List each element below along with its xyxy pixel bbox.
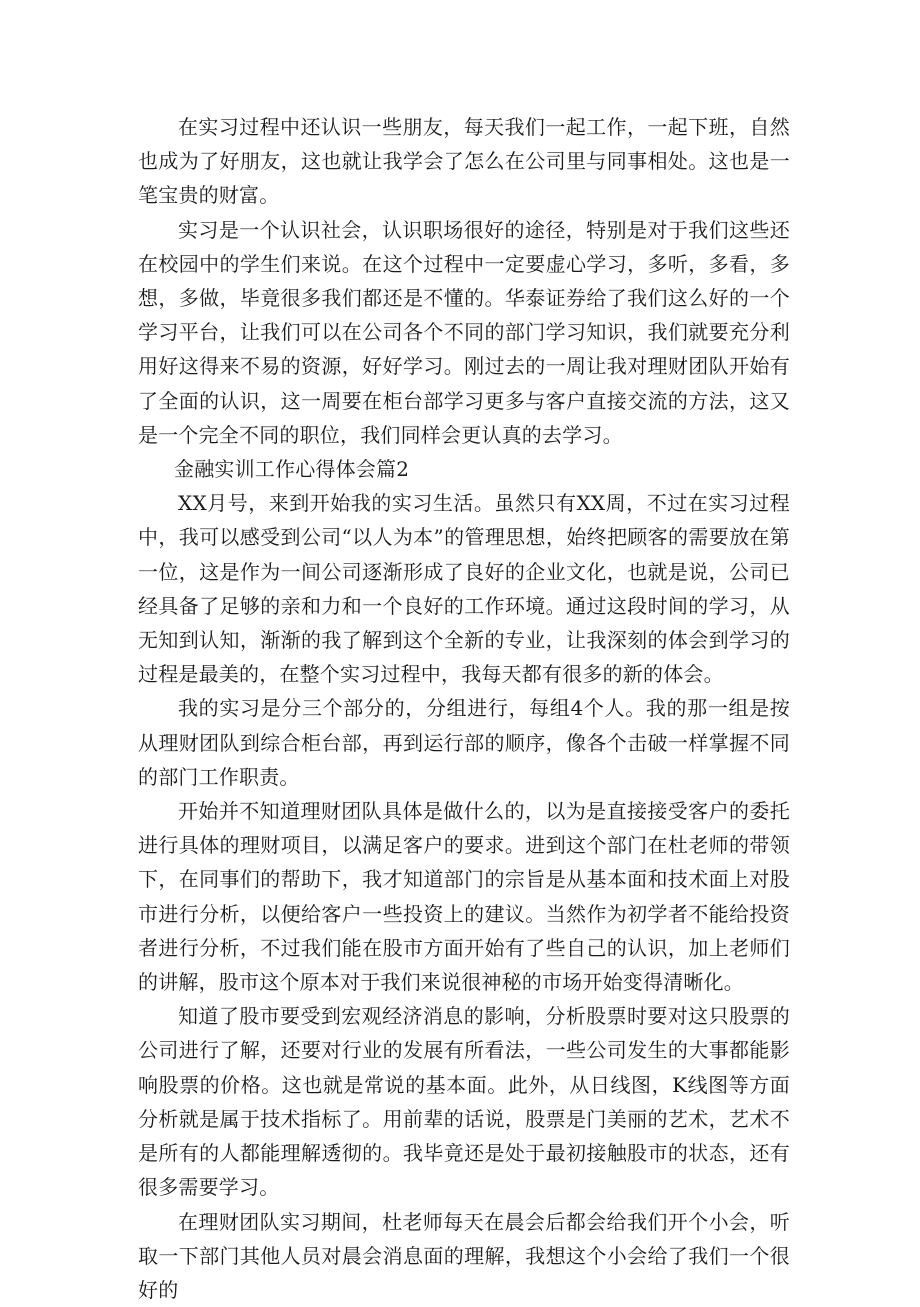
paragraph-stock-market: 知道了股市要受到宏观经济消息的影响，分析股票时要对这只股票的公司进行了解，还要对行业的发展有所看法，一些公司发生的大事都能影响股票的价格。这也就是常说的基本面。此外，从日线图，K线图等方面分析就是属于技术指标了。用前辈的话说，股票是门美丽的艺术，艺术不是所有的人都能理解透彻的。我毕竟还是处于最初接触股市的状态，还有很多需要学习。: [138, 999, 790, 1204]
paragraph-internship-society: 实习是一个认识社会，认识职场很好的途径，特别是对于我们这些还在校园中的学生们来说。在这个过程中一定要虚心学习，多听，多看，多想，多做，毕竟很多我们都还是不懂的。华泰证券给了我们这么好的一个学习平台，让我们可以在公司各个不同的部门学习知识，我们就要充分利用好这得来不易的资源，好好学习。刚过去的一周让我对理财团队开始有了全面的认识，这一周要在柜台部学习更多与客户直接交流的方法，这又是一个完全不同的职位，我们同样会更认真的去学习。: [138, 213, 790, 452]
document-body: [138, 110, 790, 1307]
paragraph-morning-meeting: 在理财团队实习期间，杜老师每天在晨会后都会给我们开个小会，听取一下部门其他人员对晨会消息面的理解，我想这个小会给了我们一个很好的: [138, 1205, 790, 1307]
paragraph-three-parts: 我的实习是分三个部分的，分组进行，每组4个人。我的那一组是按从理财团队到综合柜台部，再到运行部的顺序，像各个击破一样掌握不同的部门工作职责。: [138, 691, 790, 794]
paragraph-start-internship: XX月号，来到开始我的实习生活。虽然只有XX周，不过在实习过程中，我可以感受到公司“以人为本”的管理思想，始终把顾客的需要放在第一位，这是作为一间公司逐渐形成了良好的企业文化，也就是说，公司已经具备了足够的亲和力和一个良好的工作环境。通过这段时间的学习，从无知到认知，渐渐的我了解到这个全新的专业，让我深刻的体会到学习的过程是最美的，在整个实习过程中，我每天都有很多的新的体会。: [138, 486, 790, 691]
section-heading: 金融实训工作心得体会篇2: [138, 452, 790, 486]
paragraph-friends: 在实习过程中还认识一些朋友，每天我们一起工作，一起下班，自然也成为了好朋友，这也就让我学会了怎么在公司里与同事相处。这也是一笔宝贵的财富。: [138, 110, 790, 213]
paragraph-wealth-team: 开始并不知道理财团队具体是做什么的，以为是直接接受客户的委托进行具体的理财项目，以满足客户的要求。进到这个部门在杜老师的带领下，在同事们的帮助下，我才知道部门的宗旨是从基本面和技术面上对股市进行分析，以便给客户一些投资上的建议。当然作为初学者不能给投资者进行分析，不过我们能在股市方面开始有了些自己的认识，加上老师们的讲解，股市这个原本对于我们来说很神秘的市场开始变得清晰化。: [138, 794, 790, 999]
